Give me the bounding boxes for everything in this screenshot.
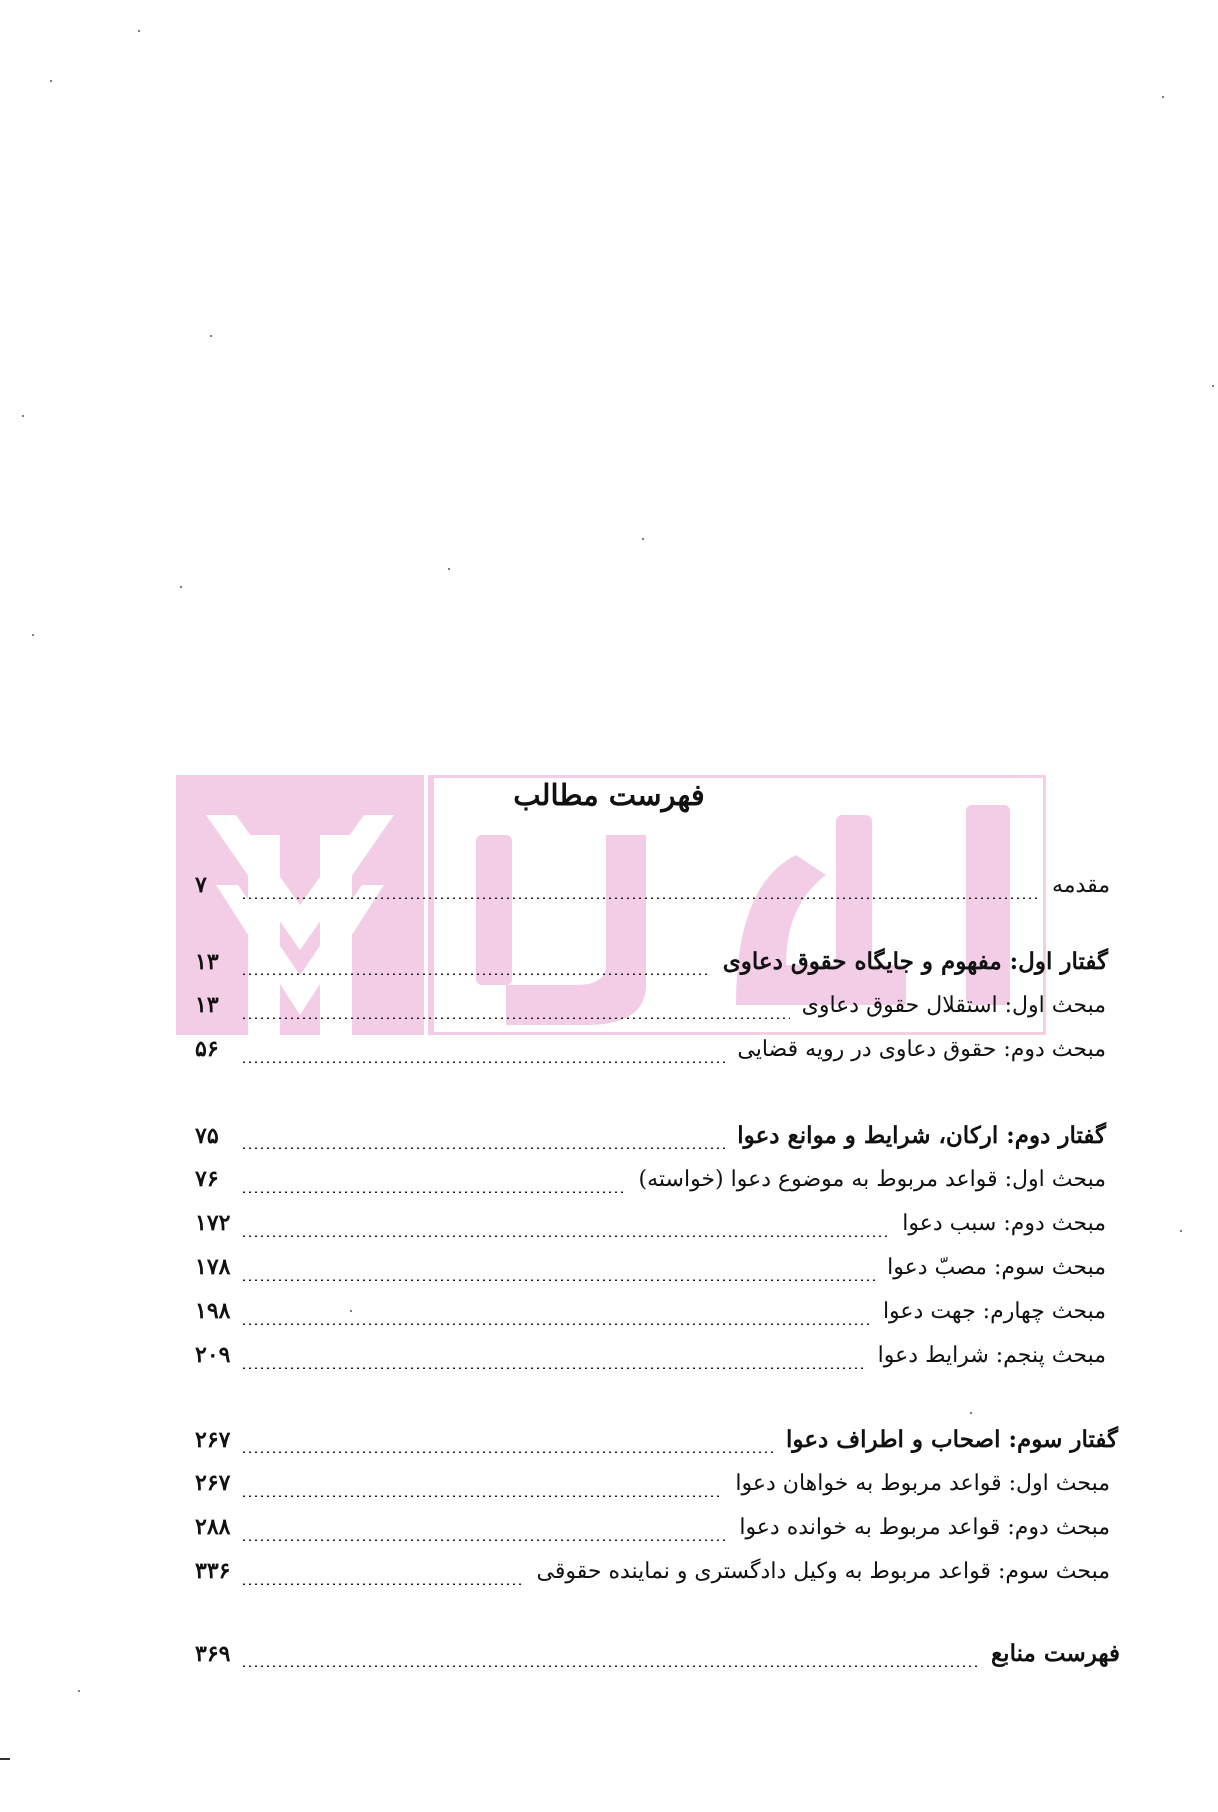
toc-entry-page: ۷۵ [195,1123,219,1149]
dot-leader [241,1665,979,1667]
dot-leader [241,1539,727,1541]
toc-entry-page: ۳۶۹ [195,1641,231,1667]
toc-entry-section [195,1166,1106,1206]
dot-leader [241,1147,725,1149]
toc-entry-references [195,1640,1120,1680]
toc-entry-label: مبحث سوم: قواعد مربوط به وکیل دادگستری و نماینده حقوقی [536,1559,1110,1584]
toc-entry-section [195,1036,1106,1076]
dot-leader [241,1279,875,1281]
dot-leader [241,973,711,975]
toc-entry-chapter-3 [195,1426,1118,1466]
dot-leader [241,1495,723,1497]
toc-entry-label: مبحث اول: قواعد مربوط به خواهان دعوا [735,1471,1110,1496]
toc-entry-page: ۳۳۶ [195,1558,231,1584]
toc-entry-section [195,1254,1106,1294]
toc-entry-section [195,1514,1110,1554]
toc-entry-page: ۱۷۲ [195,1210,231,1236]
toc-entry-section [195,1342,1106,1382]
toc-entry-section [195,992,1106,1032]
toc-entry-label: مبحث دوم: حقوق دعاوی در رویه قضایی [737,1037,1106,1062]
toc-entry-chapter-1 [195,948,1108,988]
toc-entry-chapter-2 [195,1122,1106,1162]
toc-entry-label: گفتار سوم: اصحاب و اطراف دعوا [786,1426,1118,1453]
toc-entry-section [195,1298,1106,1338]
dot-leader [241,1323,871,1325]
dot-leader [241,1061,725,1063]
toc-entry-label: گفتار اول: مفهوم و جایگاه حقوق دعاوی [722,948,1108,975]
page-title: فهرست مطالب [513,778,705,812]
toc-entry-label: مبحث دوم: قواعد مربوط به خوانده دعوا [739,1515,1110,1540]
toc-entry-label: فهرست منابع [990,1640,1120,1667]
toc-entry-section [195,1210,1106,1250]
toc-entry-label: مبحث اول: استقلال حقوق دعاوی [801,993,1106,1018]
toc-entry-label: مبحث چهارم: جهت دعوا [882,1299,1106,1324]
toc-entry-section [195,1558,1110,1598]
toc-entry-label: مبحث دوم: سبب دعوا [902,1211,1106,1236]
toc-entry-label: مبحث سوم: مصبّ دعوا [887,1255,1106,1280]
toc-entry-page: ۲۶۷ [195,1427,231,1453]
toc-entry-page: ۱۳ [195,949,219,975]
toc-entry-page: ۱۳ [195,992,219,1018]
dot-leader [241,1451,774,1453]
dot-leader [241,897,1040,899]
dot-leader [241,1583,525,1585]
toc-entry-label: مبحث پنجم: شرایط دعوا [877,1343,1106,1368]
toc-entry-page: ۱۷۸ [195,1254,231,1280]
dot-leader [241,1191,627,1193]
toc-entry-label: مقدمه [1051,873,1110,898]
dot-leader [241,1017,790,1019]
toc-entry-label: گفتار دوم: ارکان، شرایط و موانع دعوا [737,1122,1106,1149]
toc-entry-section [195,1470,1110,1510]
toc-entry-page: ۱۹۸ [195,1298,231,1324]
toc-entry-page: ۲۰۹ [195,1342,231,1368]
toc-entry-page: ۵۶ [195,1036,219,1062]
toc-entry-page: ۷۶ [195,1166,219,1192]
dot-leader [241,1367,866,1369]
toc-entry-page: ۲۸۸ [195,1514,231,1540]
toc-entry-page: ۲۶۷ [195,1470,231,1496]
toc-entry-label: مبحث اول: قواعد مربوط به موضوع دعوا (خواسته) [638,1167,1106,1192]
toc-entry-page: ۷ [195,872,207,898]
dot-leader [241,1235,890,1237]
toc-entry-intro [195,872,1110,912]
